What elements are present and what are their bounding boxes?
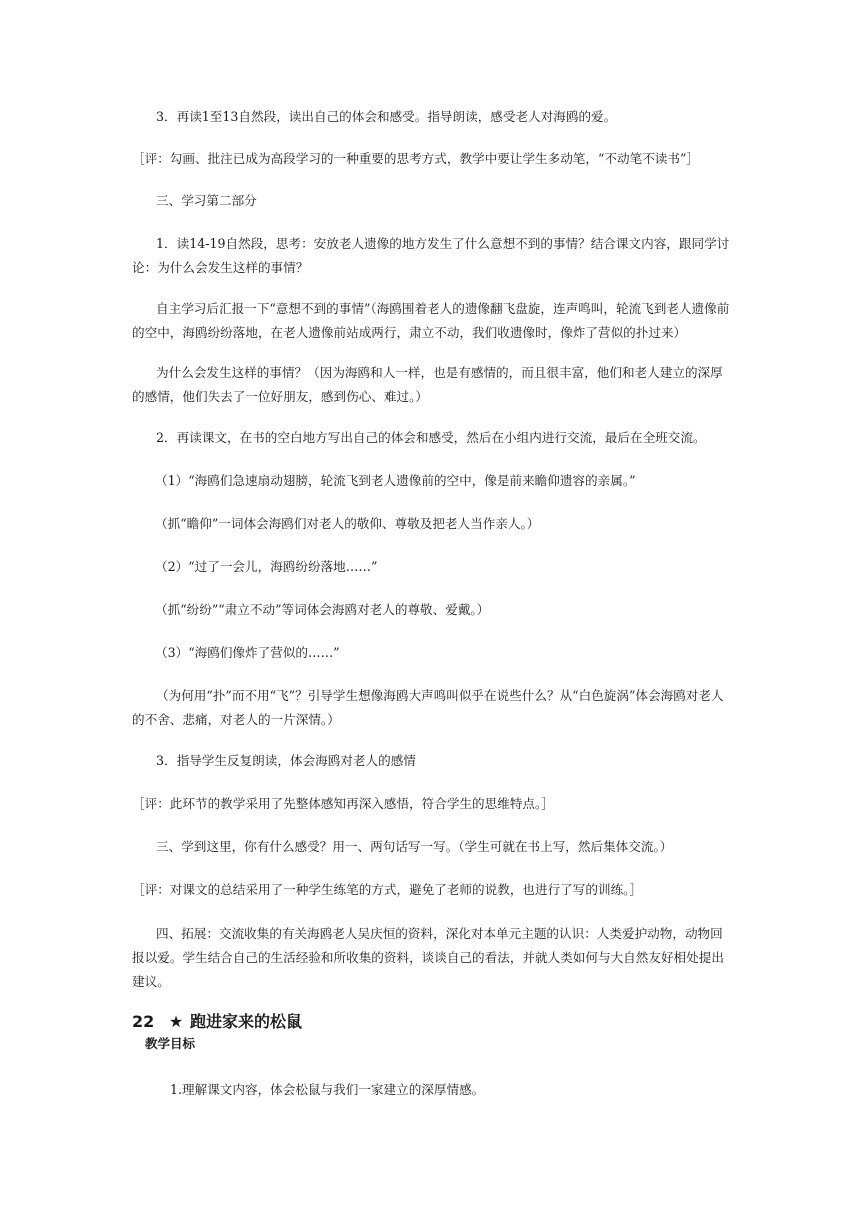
teaching-objectives-heading: 教学目标 — [145, 1036, 196, 1051]
comment-annotation-3: ［评：对课文的总结采用了一种学生练笔的方式，避免了老师的说教，也进行了写的训练。］ — [132, 882, 643, 897]
paragraph-reread: 3．再读1至13自然段，读出自己的体会和感受。指导朗读，感受老人对海鸥的爱。 — [156, 109, 617, 124]
paragraph-guide-reading: 3．指导学生反复朗读，体会海鸥对老人的感情 — [156, 753, 416, 768]
paragraph-extension: 四、拓展：交流收集的有关海鸥老人吴庆恒的资料，深化对本单元主题的认识：人类爱护动物，动物回报以爱。学生结合自己的生活经验和所收集的资料，谈谈自己的看法，并就人类如何与大自然友好相处提出建议。 — [132, 926, 724, 989]
lesson-title: 跑进家来的松鼠 — [190, 1012, 303, 1031]
section-heading-part-two: 三、学习第二部分 — [156, 193, 257, 208]
lesson-heading — [132, 1011, 302, 1033]
comment-annotation-1: ［评：勾画、批注已成为高段学习的一种重要的思考方式，教学中要让学生多动笔，“不动笔不读书”］ — [132, 151, 700, 166]
quote-2: （2）“过了一会儿，海鸥纷纷落地……” — [155, 559, 378, 574]
paragraph-why: 为什么会发生这样的事情？（因为海鸥和人一样，也是有感情的，而且很丰富，他们和老人建立的深厚的感情，他们失去了一位好朋友，感到伤心、难过。） — [132, 365, 723, 404]
paragraph-reread-text: 2．再读课文，在书的空白地方写出自己的体会和感受，然后在小组内进行交流，最后在全班交流。 — [156, 430, 706, 445]
star-icon: ★ — [168, 1012, 184, 1031]
note-3: （为何用“扑”而不用“飞”？引导学生想像海鸥大声鸣叫似乎在说些什么？从“白色旋涡”体会海鸥对老人的不舍、悲痛，对老人的一片深情。） — [132, 688, 724, 727]
note-2: （抓“纷纷”“肃立不动”等词体会海鸥对老人的尊敬、爱戴。） — [155, 602, 490, 617]
quote-1: （1）“海鸥们急速扇动翅膀，轮流飞到老人遗像前的空中，像是前来瞻仰遗容的亲属。” — [155, 473, 636, 488]
quote-3: （3）“海鸥们像炸了营似的……” — [155, 645, 340, 660]
note-1: （抓“瞻仰”一词体会海鸥们对老人的敬仰、尊敬及把老人当作亲人。） — [155, 516, 540, 531]
lesson-number: 22 — [132, 1012, 155, 1031]
paragraph-feelings: 三、学到这里，你有什么感受？用一、两句话写一写。（学生可就在书上写，然后集体交流。） — [156, 839, 673, 854]
comment-annotation-2: ［评：此环节的教学采用了先整体感知再深入感悟，符合学生的思维特点。］ — [132, 796, 554, 811]
objective-1: 1.理解课文内容，体会松鼠与我们一家建立的深厚情感。 — [170, 1082, 485, 1097]
paragraph-self-study: 自主学习后汇报一下“意想不到的事情”（海鸥围着老人的遗像翻飞盘旋，连声鸣叫，轮流飞到老人遗像前的空中，海鸥纷纷落地，在老人遗像前站成两行，肃立不动，我们收遗像时，像炸了营似的扑过来） — [132, 301, 730, 340]
paragraph-read-14-19: 1．读14-19自然段，思考：安放老人遗像的地方发生了什么意想不到的事情？结合课文内容，跟同学讨论：为什么会发生这样的事情？ — [132, 236, 730, 275]
